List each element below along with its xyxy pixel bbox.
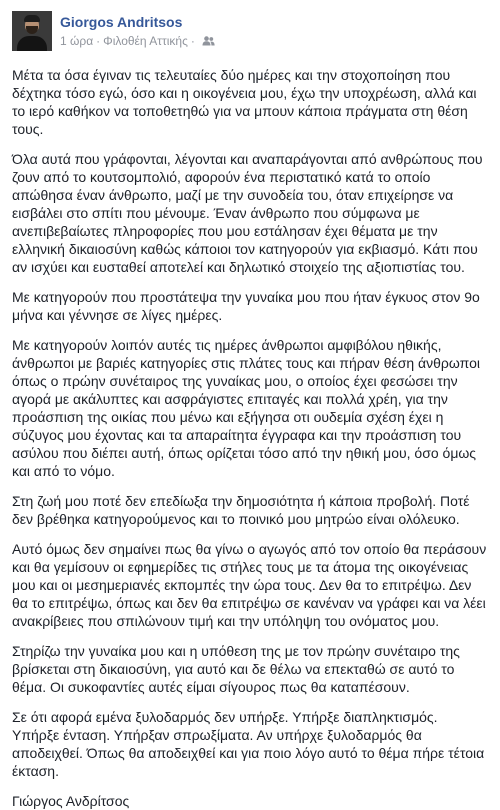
friends-icon[interactable]	[202, 36, 215, 46]
post-content	[12, 66, 488, 810]
post-paragraph: Μέτα τα όσα έγιναν τις τελευταίες δύο ημέρες και την στοχοποίηση που δέχτηκα τόσο εγώ, όσο και η οικογένεια μου, έχω την υποχρέωση, αλλά και το ιερό καθήκον να τοποθετηθώ για να μπουν κάποια πράγματα στη θέση τους.	[12, 67, 477, 137]
post-paragraph: Με κατηγορούν που προστάτεψα την γυναίκα μου που ήταν έγκυος στον 9ο μήνα και γέννησε σε λίγες ημέρες.	[12, 289, 480, 323]
post-signature: Γιώργος Ανδρίτσος	[12, 793, 130, 809]
post-paragraph: Αυτό όμως δεν σημαίνει πως θα γίνω ο αγωγός από τον οποίο θα περάσουν και θα γεμίσουν οι εφημερίδες τις στήλες τους με τα άτομα της οικογένειας μου και οι μεσημεριανές εκπομπές την ώρα τους. Δεν θα το επιτρέψω. Δεν θα το επιτρέψω, όπως και δεν θα επιτρέψω σε κανέναν να γράφει και να λέει ανακρίβειες που σπιλώνουν τιμή και την υπόληψη του ονόματος μου.	[12, 541, 487, 629]
post-subline	[60, 33, 215, 49]
separator-dot: ·	[190, 34, 195, 48]
post-paragraph: Στη ζωή μου ποτέ δεν επεδίωξα την δημοσιότητα ή κάποια προβολή. Ποτέ δεν βρέθηκα κατηγορούμενος και το ποινικό μου μητρώο είναι ολόλευκο.	[12, 493, 470, 527]
post-paragraph: Όλα αυτά που γράφονται, λέγονται και αναπαράγονται από ανθρώπους που ζουν από το κουτσομπολιό, αφορούν ένα περιστατικό κατά το οποίο απώθησα έναν άνθρωπο, μαζί με την συνοδεία του, όταν επιχείρησε να εισβάλει στο σπίτι που μένουμε. Έναν άνθρωπο που σύμφωνα με ανεπιβεβαίωτες πληροφορίες που μου εστάλησαν έχει θέματα με την ελληνική δικαιοσύνη καθώς κάποιοι τον κατηγορούν για εκβιασμό. Κάτι που αν ισχύει και ευσταθεί αποτελεί και δηλωτικό στοιχείο της αξιοπιστίας του.	[12, 151, 483, 275]
post-header	[12, 8, 488, 54]
post-paragraph: Στηρίζω την γυναίκα μου και η υπόθεση της με τον πρώην συνέταιρο της βρίσκεται στη δικαιοσύνη, για αυτό και δε θέλω να επεκταθώ σε αυτό το θέμα. Οι συκοφαντίες αυτές είμαι σίγουρος πως θα καταπέσουν.	[12, 643, 460, 695]
post-paragraph: Σε ότι αφορά εμένα ξυλοδαρμός δεν υπήρξε. Υπήρξε διαπληκτισμός. Υπήρξε ένταση. Υπήρξαν σπρωξίματα. Αν υπήρχε ξυλοδαρμός θα αποδειχθεί. Όπως θα αποδειχθεί και για ποιο λόγο αυτό το θέμα πήρε τέτοια έκταση.	[12, 709, 485, 779]
author-avatar[interactable]	[12, 11, 52, 51]
post-meta	[60, 13, 215, 49]
post-paragraph: Με κατηγορούν λοιπόν αυτές τις ημέρες άνθρωποι αμφιβόλου ηθικής, άνθρωποι με βαριές κατηγορίες στις πλάτες τους και πήραν θέση άνθρωποι όπως ο πρώην συνέταιρος της γυναίκας μου, ο οποίος έχει φεσώσει την αγορά με ακάλυπτες και ασφράγιστες επιταγές και πολλά χρέη, για την προάσπιση της οικίας που μένω και εξήγησα οτι ουδεμία σχέση έχει η σύζυγος μου έχοντας και τα απαραίτητα έγγραφα και την προάσπιση του ασύλου που διέπει αυτή, όπως ορίζεται τόσο από την ηθική μου, όσο όμως και από το νόμο.	[12, 337, 480, 479]
separator-dot: ·	[96, 34, 101, 48]
author-name[interactable]: Giorgos Andritsos	[60, 14, 183, 30]
post-location[interactable]: Φιλοθέη Αττικής	[103, 34, 188, 48]
post-timestamp[interactable]: 1 ώρα	[60, 34, 94, 48]
